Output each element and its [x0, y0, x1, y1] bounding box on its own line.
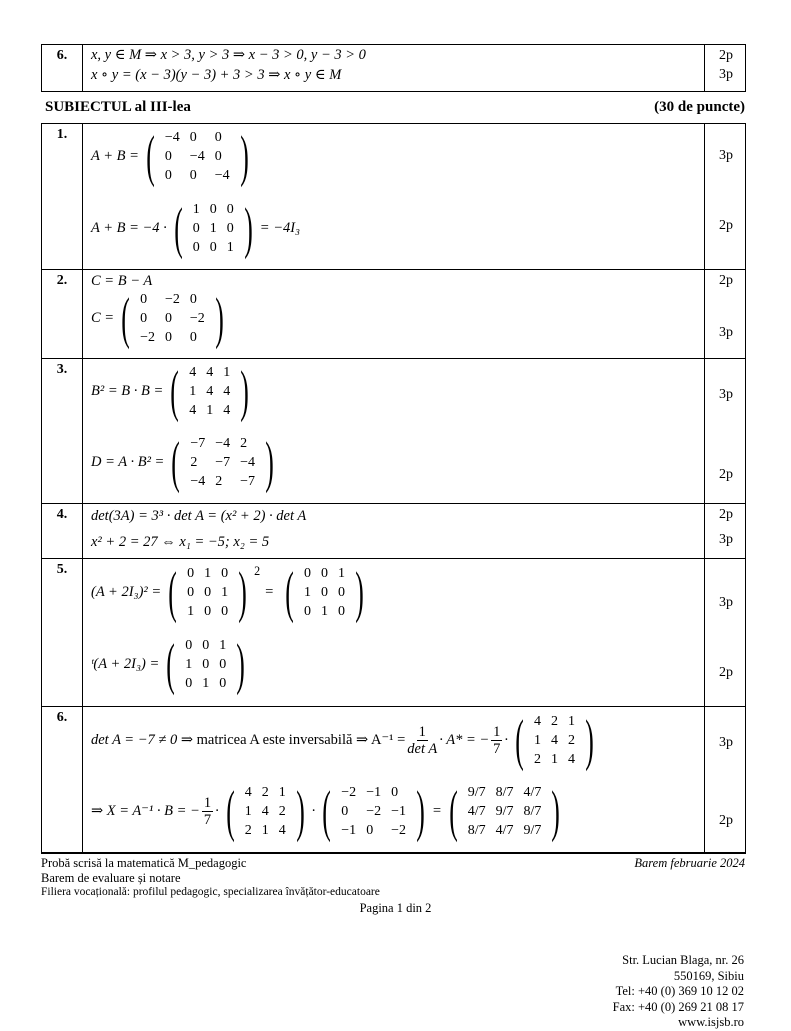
points: 2p — [719, 813, 733, 828]
matrix-bracket: ( — [170, 360, 180, 423]
points-cell — [705, 45, 746, 92]
answer-line — [91, 709, 601, 772]
matrix-bracket: ( — [225, 780, 235, 843]
matrix-cell: 0 — [391, 785, 399, 800]
matrix-cell: 0 — [187, 566, 195, 581]
matrix-cell: 4 — [206, 365, 214, 380]
matrix-bracket: ( — [168, 561, 177, 624]
points-cell — [705, 707, 746, 853]
matrix-cell: 4 — [206, 384, 214, 399]
matrix — [141, 125, 254, 188]
matrix-cell: 1 — [551, 752, 559, 767]
answer-line — [91, 360, 256, 423]
matrix-cell: 4/7 — [467, 804, 486, 819]
answer-cell — [83, 504, 705, 559]
matrix-cell: 1 — [202, 676, 210, 691]
matrix-cell: 0 — [164, 330, 172, 345]
answer-line — [91, 287, 231, 350]
matrix-cell: 0 — [219, 676, 227, 691]
matrix-bracket: ( — [174, 197, 183, 260]
denominator: det A — [407, 741, 438, 757]
matrix-bracket: ) — [295, 780, 305, 843]
dot-operator: · — [504, 732, 509, 748]
equation-lhs: (A + 2I₃)² = — [91, 584, 162, 600]
section-points: (30 de puncte) — [654, 99, 745, 115]
matrix — [280, 561, 369, 624]
equation-text: det A = −7 ≠ 0 ⇒ — [91, 732, 193, 748]
matrix-cell: 0 — [164, 168, 172, 183]
points: 3p — [719, 532, 733, 547]
item-number: 6. — [42, 707, 83, 853]
matrix-bracket: ( — [166, 633, 176, 696]
matrix-cell: 4 — [278, 823, 286, 838]
matrix-cell: −1 — [391, 804, 406, 819]
answer-cell — [83, 559, 705, 707]
matrix — [165, 360, 254, 423]
matrix-cell: −4 — [164, 130, 180, 145]
equation-lhs: C = — [91, 310, 115, 326]
matrix-cell: 0 — [164, 149, 172, 164]
equation-lhs: B² = B · B = — [91, 383, 164, 399]
matrix-cell: −4 — [214, 168, 230, 183]
matrix-cell: 2 — [534, 752, 542, 767]
footer-date: Barem februarie 2024 — [634, 856, 745, 870]
answer-line — [91, 125, 256, 188]
matrix-cell: 0 — [226, 202, 234, 217]
main-table — [41, 123, 746, 853]
equation-text: · A* = − — [439, 732, 490, 748]
matrix-cell: −4 — [215, 436, 231, 451]
matrix-bracket: ) — [416, 780, 425, 843]
matrix-bracket: ) — [355, 561, 364, 624]
matrix-cell: −4 — [189, 149, 205, 164]
points: 3p — [719, 595, 733, 610]
answer-cell — [83, 124, 705, 270]
matrix-cell: −2 — [189, 311, 205, 326]
answer-line: x ∘ y = (x − 3)(y − 3) + 3 > 3 ⇒ x ∘ y ∈ M — [91, 67, 342, 83]
matrix-cell: 1 — [209, 221, 217, 236]
fraction — [491, 724, 502, 757]
equation-text: matricea A este inversabilă ⇒ A⁻¹ = — [196, 732, 406, 748]
points: 2p — [719, 48, 733, 63]
matrix-cell: 2 — [244, 823, 252, 838]
equals-sign: = — [264, 584, 274, 600]
matrix — [163, 561, 252, 624]
matrix-cell: −2 — [341, 785, 357, 800]
matrix-cell: −2 — [366, 804, 382, 819]
matrix — [161, 633, 250, 696]
matrix-cell: 4 — [223, 403, 231, 418]
matrix-cell: 4 — [189, 365, 197, 380]
equation-lhs: D = A · B² = — [91, 454, 165, 470]
matrix-cell: 0 — [204, 585, 212, 600]
matrix — [166, 431, 279, 494]
matrix-cell: 0 — [209, 240, 217, 255]
matrix-cell: 0 — [221, 566, 229, 581]
answer-line: det(3A) = 3³ · det A = (x² + 2) · det A — [91, 508, 307, 524]
matrix-cell: 0 — [202, 657, 210, 672]
points: 2p — [719, 218, 733, 233]
matrix-cell: 0 — [187, 585, 195, 600]
equation-lhs: A + B = −4 · — [91, 220, 167, 236]
matrix-cell: 0 — [303, 604, 311, 619]
item-number: 1. — [42, 124, 83, 270]
points: 3p — [719, 735, 733, 750]
matrix-cell: 0 — [140, 311, 148, 326]
matrix-cell: 0 — [140, 292, 148, 307]
answer-cell — [83, 45, 705, 92]
matrix-bracket: ) — [265, 431, 274, 494]
matrix-bracket: ( — [515, 709, 524, 772]
denominator: 7 — [493, 741, 501, 757]
matrix-cell: 9/7 — [523, 823, 542, 838]
address-block — [613, 953, 744, 1031]
points: 3p — [719, 325, 733, 340]
matrix-cell: −7 — [190, 436, 206, 451]
footer-exam-title: Probă scrisă la matematică M_pedagogic — [41, 856, 247, 870]
footer-track: Filiera vocațională: profilul pedagogic, specializarea învățător-educatoare — [41, 886, 380, 898]
matrix-cell: 0 — [219, 657, 227, 672]
points-cell — [705, 124, 746, 270]
matrix-bracket: ( — [171, 431, 181, 494]
dot-operator: · — [311, 803, 316, 819]
matrix-cell: 0 — [320, 585, 328, 600]
matrix-cell: 0 — [204, 604, 212, 619]
matrix-cell: 1 — [568, 714, 576, 729]
address-website[interactable]: www.isjsb.ro — [678, 1015, 744, 1029]
matrix-cell: 8/7 — [523, 804, 542, 819]
matrix-bracket: ( — [449, 780, 458, 843]
footer-divider — [41, 853, 746, 854]
matrix — [444, 780, 566, 843]
numerator: 1 — [203, 795, 212, 811]
matrix-bracket: ) — [585, 709, 594, 772]
equation-lhs: ⇒ X = A⁻¹ · B = − — [91, 803, 200, 819]
matrix-cell: 0 — [337, 604, 345, 619]
points-cell — [705, 504, 746, 559]
matrix-cell: 1 — [244, 804, 252, 819]
matrix-cell: 0 — [214, 149, 222, 164]
answer-cell — [83, 359, 705, 504]
matrix-cell: 4 — [534, 714, 542, 729]
denominator: 7 — [203, 812, 212, 828]
matrix-bracket: ( — [121, 287, 130, 350]
points: 3p — [719, 148, 733, 163]
matrix-cell: 0 — [320, 566, 328, 581]
matrix-cell: 2 — [261, 785, 269, 800]
matrix-cell: 1 — [192, 202, 200, 217]
points-cell — [705, 359, 746, 504]
dot-operator: · — [215, 803, 219, 819]
footer-subtitle: Barem de evaluare și notare — [41, 871, 181, 885]
matrix-cell: 0 — [189, 168, 197, 183]
top-row-table — [41, 44, 746, 92]
matrix-cell: 2 — [568, 733, 576, 748]
answer-line: C = B − A — [91, 273, 153, 289]
matrix-bracket: ) — [236, 633, 246, 696]
matrix-cell: 0 — [341, 804, 349, 819]
matrix — [317, 780, 430, 843]
matrix-cell: 2 — [240, 436, 248, 451]
matrix-cell: 0 — [189, 292, 197, 307]
points: 3p — [719, 67, 733, 82]
matrix-cell: 2 — [190, 455, 198, 470]
matrix-cell: 4 — [244, 785, 252, 800]
matrix — [169, 197, 258, 260]
address-city: 550169, Sibiu — [673, 968, 744, 983]
matrix-cell: 1 — [320, 604, 328, 619]
answer-line — [91, 780, 567, 843]
matrix-cell: 1 — [337, 566, 345, 581]
matrix-cell: 0 — [303, 566, 311, 581]
matrix-cell: 1 — [534, 733, 542, 748]
matrix-cell: 0 — [226, 221, 234, 236]
matrix-bracket: ) — [240, 360, 249, 423]
equation-rhs: = −4I₃ — [259, 220, 301, 236]
matrix-cell: 4 — [261, 804, 269, 819]
matrix-bracket: ( — [285, 561, 294, 624]
matrix — [116, 287, 229, 350]
matrix-cell: 1 — [221, 585, 229, 600]
section-title: SUBIECTUL al III-lea — [45, 99, 191, 115]
matrix-cell: 0 — [189, 330, 197, 345]
matrix-cell: 9/7 — [467, 785, 486, 800]
matrix-cell: 1 — [219, 638, 227, 653]
matrix-cell: 4 — [189, 403, 197, 418]
equation-lhs: ᵗ(A + 2I₃) = — [91, 656, 160, 672]
matrix-cell: 0 — [337, 585, 345, 600]
fraction — [202, 795, 213, 828]
answer-line: x² + 2 = 27 ⇔ x₁ = −5; x₂ = 5 — [91, 534, 270, 550]
matrix-bracket: ( — [322, 780, 332, 843]
matrix-cell: 0 — [185, 676, 193, 691]
matrix-cell: −7 — [240, 474, 256, 489]
matrix-cell: 4 — [568, 752, 576, 767]
points: 2p — [719, 467, 733, 482]
matrix-cell: 8/7 — [467, 823, 486, 838]
matrix-cell: 0 — [164, 311, 172, 326]
matrix-cell: 0 — [366, 823, 374, 838]
answer-line — [91, 633, 252, 696]
matrix-cell: 0 — [209, 202, 217, 217]
answer-cell — [83, 270, 705, 359]
matrix-cell: −4 — [190, 474, 206, 489]
matrix-bracket: ) — [215, 287, 224, 350]
matrix-cell: 1 — [303, 585, 311, 600]
matrix-cell: 1 — [204, 566, 212, 581]
matrix-bracket: ) — [551, 780, 561, 843]
matrix-cell: −7 — [215, 455, 231, 470]
matrix-cell: 0 — [192, 221, 200, 236]
matrix-cell: 2 — [551, 714, 559, 729]
item-number: 3. — [42, 359, 83, 504]
matrix-cell: 0 — [202, 638, 210, 653]
points-cell — [705, 559, 746, 707]
matrix-cell: 1 — [187, 604, 195, 619]
matrix-cell: 1 — [206, 403, 214, 418]
matrix-cell: 0 — [214, 130, 222, 145]
matrix-bracket: ) — [239, 125, 249, 188]
matrix-cell: 0 — [221, 604, 229, 619]
item-number: 6. — [42, 45, 83, 92]
points: 3p — [719, 387, 733, 402]
matrix — [510, 709, 599, 772]
answer-line — [91, 197, 301, 260]
matrix-cell: 4 — [223, 384, 231, 399]
matrix-cell: −4 — [240, 455, 256, 470]
numerator: 1 — [418, 724, 426, 740]
matrix-cell: 1 — [261, 823, 269, 838]
answer-line: x, y ∈ M ⇒ x > 3, y > 3 ⇒ x − 3 > 0, y − 3 > 0 — [91, 47, 366, 63]
matrix-cell: 0 — [192, 240, 200, 255]
matrix-cell: −2 — [391, 823, 406, 838]
address-fax: Fax: +40 (0) 269 21 08 17 — [612, 999, 744, 1014]
matrix-bracket: ) — [238, 561, 247, 624]
matrix-cell: 4/7 — [523, 785, 542, 800]
matrix-cell: 0 — [185, 638, 193, 653]
matrix-cell: −2 — [164, 292, 180, 307]
matrix-cell: 4 — [551, 733, 559, 748]
matrix-cell: 8/7 — [495, 785, 514, 800]
matrix-cell: −1 — [341, 823, 357, 838]
answer-line — [91, 431, 281, 494]
matrix-cell: 1 — [278, 785, 286, 800]
answer-line — [91, 561, 371, 624]
matrix-cell: −1 — [366, 785, 382, 800]
item-number: 4. — [42, 504, 83, 559]
matrix-cell: 1 — [185, 657, 193, 672]
address-phone: Tel: +40 (0) 369 10 12 02 — [615, 984, 744, 998]
points: 2p — [719, 273, 733, 288]
item-number: 2. — [42, 270, 83, 359]
page-number: Pagina 1 din 2 — [359, 901, 432, 915]
matrix-bracket: ( — [146, 125, 155, 188]
matrix-cell: −2 — [140, 330, 155, 345]
fraction — [407, 724, 437, 757]
matrix-cell: 1 — [189, 384, 197, 399]
matrix — [221, 780, 310, 843]
matrix-cell: 1 — [226, 240, 234, 255]
points: 2p — [719, 665, 733, 680]
item-number: 5. — [42, 559, 83, 707]
points: 2p — [719, 507, 733, 522]
numerator: 1 — [493, 724, 501, 740]
matrix-cell: 2 — [278, 804, 286, 819]
matrix-cell: 1 — [223, 365, 231, 380]
equals-sign: = — [431, 803, 442, 819]
matrix-cell: 9/7 — [495, 804, 514, 819]
points-cell — [705, 270, 746, 359]
answer-cell — [83, 707, 705, 853]
matrix-bracket: ) — [244, 197, 253, 260]
matrix-cell: 0 — [189, 130, 197, 145]
address-street: Str. Lucian Blaga, nr. 26 — [622, 953, 744, 967]
exponent: 2 — [254, 564, 261, 578]
matrix-cell: 4/7 — [495, 823, 514, 838]
equation-lhs: A + B = — [91, 148, 139, 164]
matrix-cell: 2 — [215, 474, 223, 489]
